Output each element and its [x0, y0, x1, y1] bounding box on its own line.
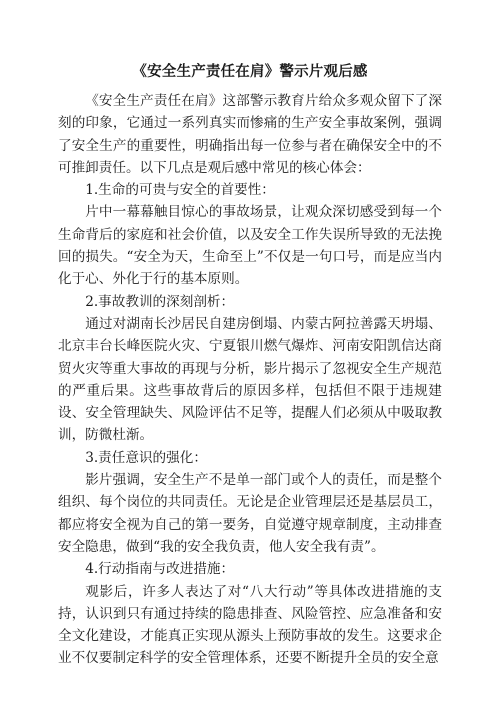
section-3-heading: 3.责任意识的强化：: [85, 449, 207, 466]
section-1-heading: 1.生命的可贵与安全的首要性：: [85, 182, 275, 199]
section-3-body: 影片强调，安全生产不是单一部门或个人的责任，而是整个组织、每个岗位的共同责任。无论是企业管理层还是基层员工，都应将安全视为自己的第一要务，自觉遵守规章制度，主动排查安全隐患，做到“我的安全我负责，他人安全我有责”。: [58, 472, 442, 555]
intro-paragraph: 《安全生产责任在肩》这部警示教育片给众多观众留下了深刻的印象，它通过一系列真实而惨痛的生产安全事故案例，强调了安全生产的重要性，明确指出每一位参与者在确保安全中的不可推卸责任。以下几点是观后感中常见的核心体会：: [58, 93, 442, 176]
section-2-body: 通过对湖南长沙居民自建房倒塌、内蒙古阿拉善露天坍塌、北京丰台长峰医院火灾、宁夏银川燃气爆炸、河南安阳凯信达商贸火灾等重大事故的再现与分析，影片揭示了忽视安全生产规范的严重后果。这些事故背后的原因多样，包括但不限于违规建设、安全管理缺失、风险评估不足等，提醒人们必须从中吸取教训，防微杜渐。: [58, 315, 442, 444]
section-4-heading: 4.行动指南与改进措施：: [85, 561, 235, 578]
section-2-heading: 2.事故教训的深刻剖析：: [85, 293, 235, 310]
document-title: 《安全生产责任在肩》警示片观后感: [132, 64, 368, 80]
section-1-body: 片中一幕幕触目惊心的事故场景，让观众深切感受到每一个生命背后的家庭和社会价值，以及安全工作失误所导致的无法挽回的损失。“安全为天，生命至上”不仅是一句口号，而是应当内化于心、外化于行的基本原则。: [58, 204, 442, 288]
section-4-body: 观影后，许多人表达了对“八大行动”等具体改进措施的支持，认识到只有通过持续的隐患排查、风险管控、应急准备和安全文化建设，才能真正实现从源头上预防事故的发生。这要求企业不仅要制定科学的安全管理体系，还要不断提升全员的安全意: [58, 583, 442, 667]
